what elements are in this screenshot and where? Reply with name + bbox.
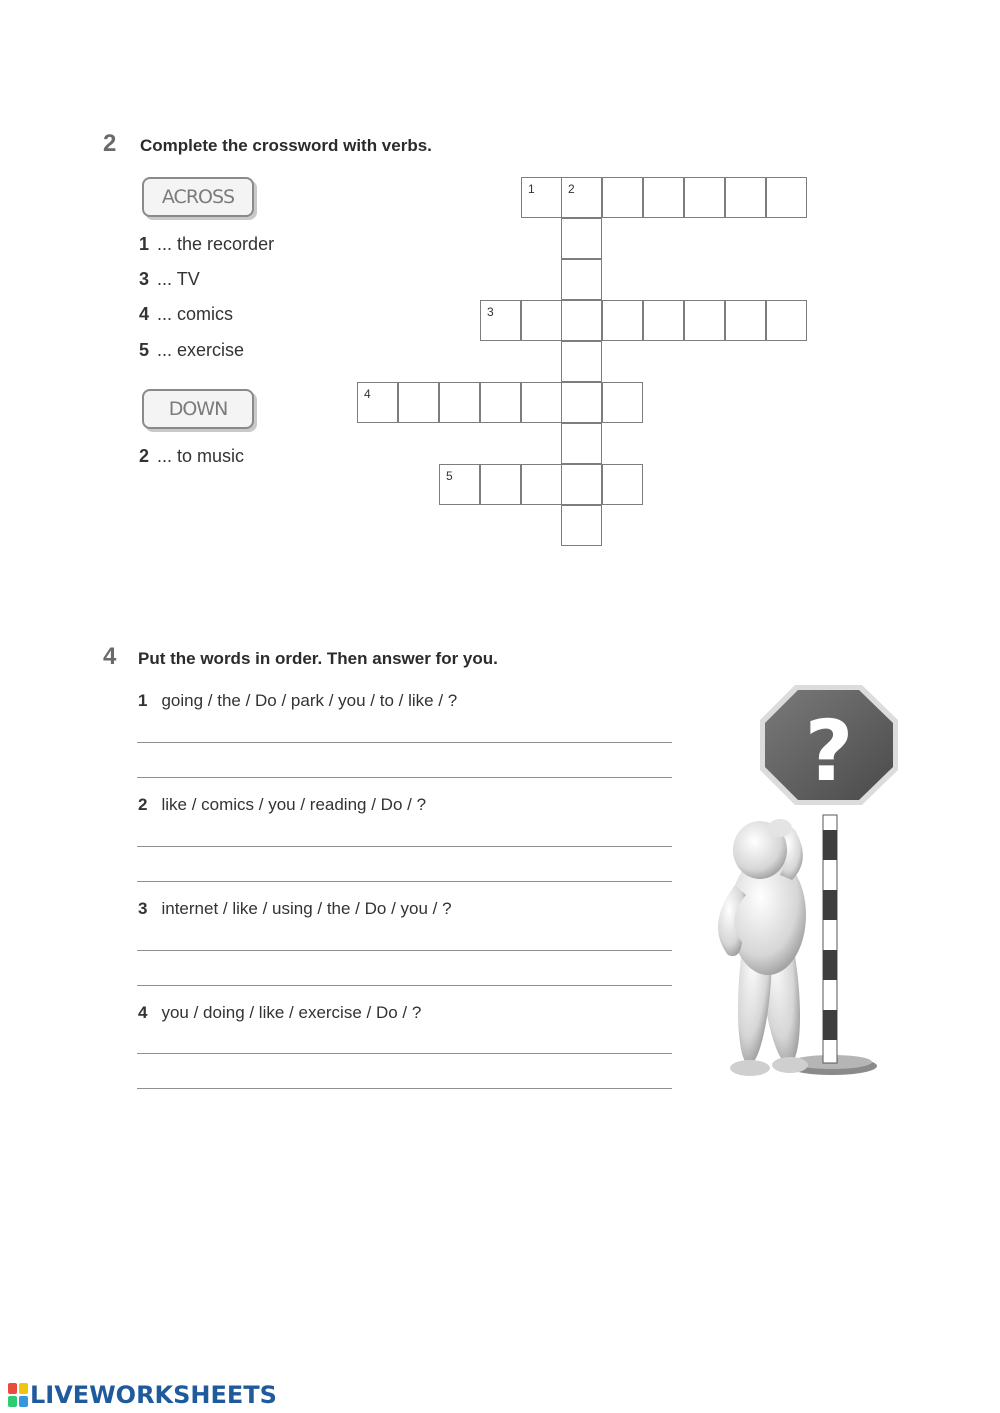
- crossword-cell[interactable]: [766, 300, 807, 341]
- crossword-cell[interactable]: [561, 177, 602, 218]
- crossword-cell[interactable]: [480, 464, 521, 505]
- crossword-cell[interactable]: [643, 300, 684, 341]
- crossword-cell[interactable]: [561, 505, 602, 546]
- cell-number: 4: [364, 387, 371, 401]
- crossword-cell[interactable]: [561, 259, 602, 300]
- across-clue-1: 1 ... the recorder: [139, 234, 275, 254]
- crossword-cell[interactable]: [561, 300, 602, 341]
- crossword-cell[interactable]: [725, 177, 766, 218]
- cell-number: 3: [487, 305, 494, 319]
- crossword-cell[interactable]: [398, 382, 439, 423]
- crossword-cell[interactable]: [561, 382, 602, 423]
- crossword-cell[interactable]: [439, 382, 480, 423]
- crossword-cell[interactable]: [643, 177, 684, 218]
- answer-line[interactable]: [137, 881, 672, 882]
- crossword-cell[interactable]: [521, 464, 562, 505]
- answer-line[interactable]: [137, 950, 672, 951]
- crossword-cell[interactable]: [602, 177, 643, 218]
- crossword-cell[interactable]: [521, 382, 562, 423]
- crossword-cell[interactable]: [725, 300, 766, 341]
- liveworksheets-logo: [8, 1381, 277, 1409]
- answer-line[interactable]: [137, 742, 672, 743]
- across-label: ACROSS: [142, 177, 254, 217]
- crossword-cell[interactable]: [439, 464, 480, 505]
- exercise-4-instruction: Put the words in order. Then answer for you.: [138, 649, 498, 668]
- crossword-cell[interactable]: [561, 464, 602, 505]
- crossword-cell[interactable]: [480, 300, 521, 341]
- question-4: 4 you / doing / like / exercise / Do / ?: [138, 1003, 422, 1022]
- crossword-cell[interactable]: [602, 382, 643, 423]
- answer-line[interactable]: [137, 1088, 672, 1089]
- sign-question-mark: ?: [804, 702, 854, 800]
- brand-name: LIVEWORKSHEETS: [30, 1381, 277, 1409]
- crossword-cell[interactable]: [602, 464, 643, 505]
- crossword-cell[interactable]: [357, 382, 398, 423]
- answer-line[interactable]: [137, 1053, 672, 1054]
- down-clue-2: 2 ... to music: [139, 446, 245, 466]
- down-label: DOWN: [142, 389, 254, 429]
- crossword-cell[interactable]: [561, 423, 602, 464]
- crossword-cell[interactable]: [561, 341, 602, 382]
- exercise-2-instruction: Complete the crossword with verbs.: [140, 136, 432, 155]
- answer-line[interactable]: [137, 846, 672, 847]
- crossword-cell[interactable]: [561, 218, 602, 259]
- cell-number: 1: [528, 182, 535, 196]
- cell-number: 5: [446, 469, 453, 483]
- crossword-cell[interactable]: [521, 177, 562, 218]
- crossword-cell[interactable]: [521, 300, 562, 341]
- thinking-person-question-sign-icon: [700, 680, 900, 1090]
- answer-line[interactable]: [137, 985, 672, 986]
- question-1: 1 going / the / Do / park / you / to / like / ?: [138, 691, 458, 710]
- question-3: 3 internet / like / using / the / Do / you / ?: [138, 899, 452, 918]
- logo-blocks-icon: [8, 1383, 28, 1407]
- crossword-cell[interactable]: [766, 177, 807, 218]
- exercise-4-number: 4: [103, 643, 117, 670]
- cell-number: 2: [568, 182, 575, 196]
- crossword-cell[interactable]: [684, 300, 725, 341]
- crossword-cell[interactable]: [684, 177, 725, 218]
- across-clue-3: 3 ... TV: [139, 269, 200, 289]
- across-clue-4: 4 ... comics: [139, 304, 234, 324]
- question-2: 2 like / comics / you / reading / Do / ?: [138, 795, 427, 814]
- crossword-cell[interactable]: [602, 300, 643, 341]
- exercise-2-number: 2: [103, 130, 117, 157]
- across-clue-5: 5 ... exercise: [139, 340, 245, 360]
- crossword-cell[interactable]: [480, 382, 521, 423]
- answer-line[interactable]: [137, 777, 672, 778]
